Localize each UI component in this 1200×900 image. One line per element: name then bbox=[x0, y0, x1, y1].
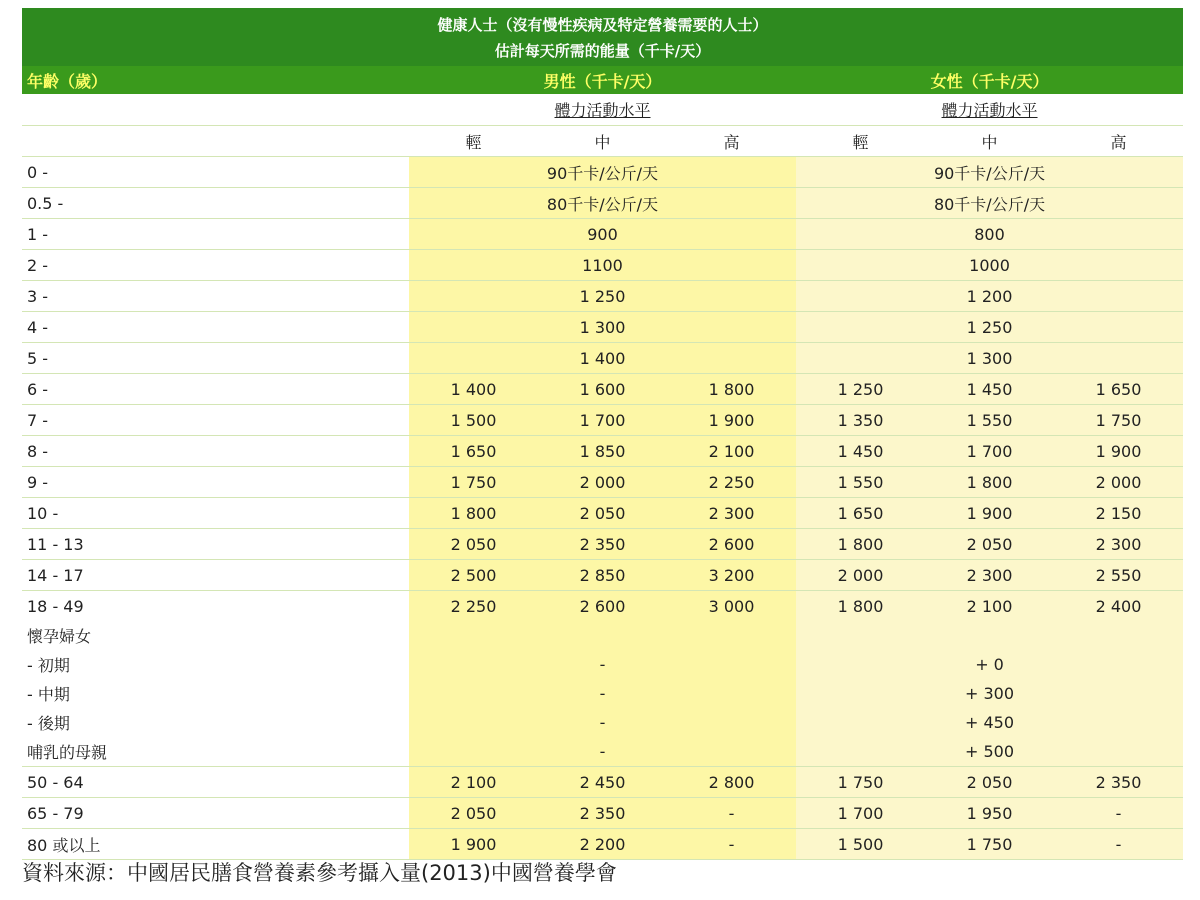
male-moderate: 2 450 bbox=[538, 767, 667, 798]
table-row bbox=[22, 798, 1183, 829]
table-row bbox=[22, 529, 1183, 560]
table-row bbox=[22, 250, 1183, 281]
age-cell: - 初期 bbox=[27, 656, 70, 675]
male-moderate: 1 700 bbox=[538, 405, 667, 436]
female-high: 2 000 bbox=[1054, 467, 1183, 498]
age-cell: 0 - bbox=[22, 157, 409, 188]
male-light: 1 400 bbox=[409, 374, 538, 405]
female-light: 1 750 bbox=[796, 767, 925, 798]
age-cell: 5 - bbox=[22, 343, 409, 374]
male-moderate: 2 350 bbox=[538, 529, 667, 560]
male-high: 3 200 bbox=[667, 560, 796, 591]
male-moderate: 2 350 bbox=[538, 798, 667, 829]
male-moderate: 2 200 bbox=[538, 829, 667, 860]
table-row bbox=[22, 281, 1183, 312]
female-moderate: 1 900 bbox=[925, 498, 1054, 529]
age-cell: 11 - 13 bbox=[22, 529, 409, 560]
male-high: 1 800 bbox=[667, 374, 796, 405]
female-light: 1 350 bbox=[796, 405, 925, 436]
banner-subtitle: 估計每天所需的能量（千卡/天） bbox=[494, 42, 711, 60]
female-moderate: 2 050 bbox=[925, 529, 1054, 560]
energy-table-container bbox=[22, 8, 1183, 860]
male-high: - bbox=[667, 829, 796, 860]
female-light: 1 500 bbox=[796, 829, 925, 860]
male-light: 2 100 bbox=[409, 767, 538, 798]
table-row bbox=[22, 560, 1183, 591]
male-value: - bbox=[409, 708, 796, 737]
male-high: 2 100 bbox=[667, 436, 796, 467]
female-moderate: 1 550 bbox=[925, 405, 1054, 436]
age-cell: 10 - bbox=[22, 498, 409, 529]
female-activity-header: 體力活動水平 bbox=[796, 94, 1183, 126]
female-high: 2 550 bbox=[1054, 560, 1183, 591]
age-cell: 14 - 17 bbox=[22, 560, 409, 591]
age-cell: 懷孕婦女 bbox=[27, 627, 92, 646]
age-cell: 18 - 49 bbox=[27, 596, 84, 616]
table-row bbox=[22, 767, 1183, 798]
table-row bbox=[22, 498, 1183, 529]
female-high: - bbox=[1054, 829, 1183, 860]
male-value: 1 400 bbox=[409, 343, 796, 374]
male-high: 1 900 bbox=[667, 405, 796, 436]
female-value: + 450 bbox=[796, 708, 1183, 737]
table-row bbox=[22, 650, 1183, 679]
male-high: 2 300 bbox=[667, 498, 796, 529]
age-cell: 3 - bbox=[22, 281, 409, 312]
table-banner bbox=[22, 8, 1183, 66]
male-light: 2 050 bbox=[409, 798, 538, 829]
female-high: 1 900 bbox=[1054, 436, 1183, 467]
female-moderate: 2 300 bbox=[925, 560, 1054, 591]
female-light: 2 000 bbox=[796, 560, 925, 591]
table-row bbox=[22, 219, 1183, 250]
table-row bbox=[22, 708, 1183, 737]
female-light: 1 800 bbox=[796, 591, 925, 622]
male-light: 2 050 bbox=[409, 529, 538, 560]
age-cell: 7 - bbox=[22, 405, 409, 436]
table-row bbox=[22, 405, 1183, 436]
female-value: 1 200 bbox=[796, 281, 1183, 312]
table-row bbox=[22, 436, 1183, 467]
female-value: 80千卡/公斤/天 bbox=[796, 188, 1183, 219]
age-cell: 80 或以上 bbox=[22, 829, 409, 860]
female-value: + 500 bbox=[796, 737, 1183, 767]
female-high: 1 750 bbox=[1054, 405, 1183, 436]
male-value: 1 300 bbox=[409, 312, 796, 343]
male-value: 80千卡/公斤/天 bbox=[409, 188, 796, 219]
male-moderate: 2 850 bbox=[538, 560, 667, 591]
male-moderate: 2 600 bbox=[538, 591, 667, 622]
table-row bbox=[22, 621, 1183, 650]
female-light: 1 450 bbox=[796, 436, 925, 467]
banner-title: 健康人士（沒有慢性疾病及特定營養需要的人士） bbox=[437, 16, 768, 34]
blank-cell bbox=[22, 94, 409, 126]
female-light: 1 650 bbox=[796, 498, 925, 529]
age-cell: 2 - bbox=[22, 250, 409, 281]
female-light: 1 550 bbox=[796, 467, 925, 498]
level-light: 輕 bbox=[796, 126, 925, 157]
female-moderate: 1 800 bbox=[925, 467, 1054, 498]
level-high: 高 bbox=[667, 126, 796, 157]
level-moderate: 中 bbox=[538, 126, 667, 157]
female-moderate: 2 100 bbox=[925, 591, 1054, 622]
age-cell: 6 - bbox=[22, 374, 409, 405]
level-moderate: 中 bbox=[925, 126, 1054, 157]
age-cell: 9 - bbox=[22, 467, 409, 498]
table-row bbox=[22, 157, 1183, 188]
female-light: 1 700 bbox=[796, 798, 925, 829]
table-row bbox=[22, 188, 1183, 219]
male-light: 1 650 bbox=[409, 436, 538, 467]
header-row bbox=[22, 66, 1183, 94]
male-light: 2 250 bbox=[409, 591, 538, 622]
age-cell: - 後期 bbox=[27, 714, 70, 733]
male-high: 2 250 bbox=[667, 467, 796, 498]
level-light: 輕 bbox=[409, 126, 538, 157]
male-value: 90千卡/公斤/天 bbox=[409, 157, 796, 188]
female-value: 90千卡/公斤/天 bbox=[796, 157, 1183, 188]
blank-cell bbox=[22, 126, 409, 157]
female-high: 2 400 bbox=[1054, 591, 1183, 622]
table-row bbox=[22, 829, 1183, 860]
male-value: - bbox=[409, 737, 796, 767]
age-cell: 0.5 - bbox=[22, 188, 409, 219]
table-row bbox=[22, 591, 1183, 622]
female-moderate: 1 450 bbox=[925, 374, 1054, 405]
female-light: 1 800 bbox=[796, 529, 925, 560]
age-header: 年齡（歲） bbox=[22, 66, 409, 94]
table-row bbox=[22, 737, 1183, 767]
female-moderate: 1 950 bbox=[925, 798, 1054, 829]
table-row bbox=[22, 343, 1183, 374]
table-row bbox=[22, 312, 1183, 343]
male-moderate: 1 850 bbox=[538, 436, 667, 467]
female-high: 2 350 bbox=[1054, 767, 1183, 798]
male-value: 1100 bbox=[409, 250, 796, 281]
female-value: 1 300 bbox=[796, 343, 1183, 374]
level-high: 高 bbox=[1054, 126, 1183, 157]
male-header: 男性（千卡/天） bbox=[409, 66, 796, 94]
female-moderate: 2 050 bbox=[925, 767, 1054, 798]
female-value: + 300 bbox=[796, 679, 1183, 708]
age-cell: 8 - bbox=[22, 436, 409, 467]
female-value bbox=[796, 621, 1183, 650]
male-moderate: 1 600 bbox=[538, 374, 667, 405]
male-light: 1 750 bbox=[409, 467, 538, 498]
age-cell: 1 - bbox=[22, 219, 409, 250]
energy-table bbox=[22, 66, 1183, 860]
table-row bbox=[22, 679, 1183, 708]
male-light: 1 800 bbox=[409, 498, 538, 529]
female-value: 1 250 bbox=[796, 312, 1183, 343]
female-header: 女性（千卡/天） bbox=[796, 66, 1183, 94]
age-cell: - 中期 bbox=[27, 685, 70, 704]
age-cell: 哺乳的母親 bbox=[22, 737, 409, 767]
female-light: 1 250 bbox=[796, 374, 925, 405]
male-high: - bbox=[667, 798, 796, 829]
female-high: 2 300 bbox=[1054, 529, 1183, 560]
source-note: 資料來源：中國居民膳食營養素參考攝入量(2013)中國營養學會 bbox=[22, 861, 617, 885]
female-value: + 0 bbox=[796, 650, 1183, 679]
age-cell: 50 - 64 bbox=[22, 767, 409, 798]
table-row bbox=[22, 374, 1183, 405]
male-value bbox=[409, 621, 796, 650]
activity-row bbox=[22, 94, 1183, 126]
male-light: 1 500 bbox=[409, 405, 538, 436]
female-moderate: 1 700 bbox=[925, 436, 1054, 467]
male-light: 1 900 bbox=[409, 829, 538, 860]
female-high: 1 650 bbox=[1054, 374, 1183, 405]
age-cell: 65 - 79 bbox=[22, 798, 409, 829]
male-value: - bbox=[409, 650, 796, 679]
female-moderate: 1 750 bbox=[925, 829, 1054, 860]
male-activity-header: 體力活動水平 bbox=[409, 94, 796, 126]
male-value: 1 250 bbox=[409, 281, 796, 312]
table-row bbox=[22, 467, 1183, 498]
female-value: 1000 bbox=[796, 250, 1183, 281]
female-high: 2 150 bbox=[1054, 498, 1183, 529]
male-value: - bbox=[409, 679, 796, 708]
male-light: 2 500 bbox=[409, 560, 538, 591]
female-value: 800 bbox=[796, 219, 1183, 250]
male-value: 900 bbox=[409, 219, 796, 250]
male-moderate: 2 050 bbox=[538, 498, 667, 529]
female-high: - bbox=[1054, 798, 1183, 829]
male-high: 2 800 bbox=[667, 767, 796, 798]
age-cell: 4 - bbox=[22, 312, 409, 343]
male-moderate: 2 000 bbox=[538, 467, 667, 498]
male-high: 3 000 bbox=[667, 591, 796, 622]
male-high: 2 600 bbox=[667, 529, 796, 560]
level-row bbox=[22, 126, 1183, 157]
